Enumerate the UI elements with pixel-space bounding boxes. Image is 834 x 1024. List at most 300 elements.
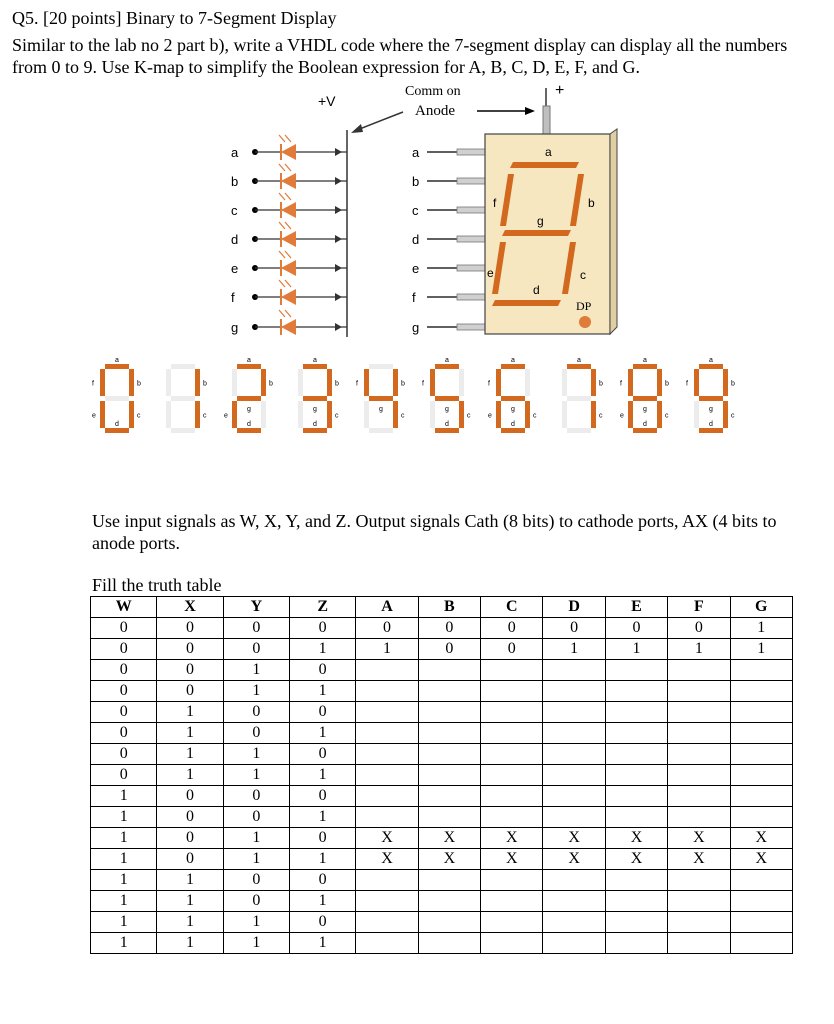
display-panel-side <box>610 129 617 334</box>
table-cell-c[interactable]: X <box>481 828 543 849</box>
table-cell-z: 0 <box>290 702 356 723</box>
table-cell-b[interactable]: X <box>418 849 480 870</box>
table-cell-a[interactable] <box>356 912 418 933</box>
table-cell-x: 0 <box>157 828 223 849</box>
digit-segment-label-a: a <box>247 357 251 364</box>
left-segment-label: b <box>231 174 239 189</box>
table-cell-d[interactable] <box>543 660 605 681</box>
table-cell-g[interactable]: X <box>730 849 792 870</box>
column-header-d: D <box>543 597 605 618</box>
digit-1 <box>166 364 207 433</box>
table-row <box>91 849 793 870</box>
table-cell-c[interactable] <box>481 891 543 912</box>
table-cell-y: 0 <box>223 639 289 660</box>
digit-segment-c <box>591 401 596 428</box>
table-row <box>91 870 793 891</box>
table-cell-x: 0 <box>157 786 223 807</box>
table-cell-a[interactable]: 1 <box>356 639 418 660</box>
seven-segment-wiring-diagram <box>85 82 645 350</box>
table-cell-w: 0 <box>91 639 157 660</box>
digit-segment-e <box>562 401 567 428</box>
led-light-arrow <box>285 164 291 171</box>
digit-segment-g <box>369 396 393 401</box>
digit-segment-b <box>657 369 662 396</box>
table-cell-b[interactable] <box>418 702 480 723</box>
table-cell-g[interactable] <box>730 891 792 912</box>
table-cell-d[interactable] <box>543 702 605 723</box>
table-cell-a[interactable] <box>356 744 418 765</box>
cathode-pin <box>457 236 485 242</box>
cathode-pin <box>457 149 485 155</box>
table-cell-d[interactable] <box>543 870 605 891</box>
table-row <box>91 723 793 744</box>
digit-segment-a <box>303 364 327 369</box>
digit-segment-e <box>298 401 303 428</box>
column-header-x: X <box>157 597 223 618</box>
led-light-arrow <box>279 135 285 142</box>
anode-arrow-head <box>525 107 535 115</box>
column-header-f: F <box>668 597 730 618</box>
table-cell-e[interactable] <box>605 891 667 912</box>
table-cell-e[interactable] <box>605 912 667 933</box>
digit-segment-label-a: a <box>313 357 317 364</box>
digit-segment-b <box>327 369 332 396</box>
rail-arrow-head <box>335 323 342 331</box>
table-cell-d[interactable] <box>543 807 605 828</box>
table-cell-w: 0 <box>91 744 157 765</box>
table-cell-f[interactable] <box>668 870 730 891</box>
diode-row-0 <box>231 135 485 160</box>
table-cell-e[interactable] <box>605 807 667 828</box>
table-cell-a[interactable] <box>356 891 418 912</box>
table-cell-g[interactable] <box>730 723 792 744</box>
led-diode <box>281 144 296 160</box>
table-cell-e[interactable]: 1 <box>605 639 667 660</box>
table-cell-a[interactable] <box>356 765 418 786</box>
table-cell-g[interactable] <box>730 807 792 828</box>
table-cell-e[interactable] <box>605 786 667 807</box>
table-cell-e[interactable]: X <box>605 828 667 849</box>
led-diode <box>281 202 296 218</box>
table-cell-z: 1 <box>290 765 356 786</box>
table-cell-e[interactable]: 0 <box>605 618 667 639</box>
table-cell-w: 1 <box>91 891 157 912</box>
digit-segment-label-b: b <box>335 380 339 388</box>
digit-segment-label-f: f <box>620 380 622 388</box>
digit-0 <box>92 357 141 433</box>
table-cell-e[interactable] <box>605 702 667 723</box>
digit-segment-label-c: c <box>731 412 735 420</box>
table-cell-x: 1 <box>157 933 223 954</box>
diode-row-5 <box>231 280 485 305</box>
digit-segment-a <box>237 364 261 369</box>
digit-segment-c <box>525 401 530 428</box>
led-light-arrow <box>285 193 291 200</box>
column-header-y: Y <box>223 597 289 618</box>
table-cell-x: 0 <box>157 660 223 681</box>
digit-segment-e <box>430 401 435 428</box>
table-cell-d[interactable]: 0 <box>543 618 605 639</box>
table-cell-f[interactable] <box>668 933 730 954</box>
digit-segment-label-c: c <box>665 412 669 420</box>
table-cell-g[interactable]: 1 <box>730 618 792 639</box>
right-segment-label: a <box>412 145 420 160</box>
left-segment-label: c <box>231 203 238 218</box>
table-cell-c[interactable] <box>481 765 543 786</box>
rail-arrow-head <box>335 264 342 272</box>
table-cell-z: 0 <box>290 618 356 639</box>
table-cell-y: 1 <box>223 660 289 681</box>
table-cell-d[interactable] <box>543 891 605 912</box>
table-cell-c[interactable] <box>481 807 543 828</box>
table-row <box>91 744 793 765</box>
table-cell-g[interactable] <box>730 765 792 786</box>
table-cell-c[interactable] <box>481 702 543 723</box>
dp-label: DP <box>576 299 592 313</box>
right-segment-label: d <box>412 232 420 247</box>
digit-segment-label-a: a <box>643 357 647 364</box>
table-cell-c[interactable] <box>481 933 543 954</box>
table-cell-d[interactable] <box>543 765 605 786</box>
table-cell-a[interactable] <box>356 660 418 681</box>
table-cell-w: 1 <box>91 828 157 849</box>
table-cell-a[interactable] <box>356 723 418 744</box>
table-cell-c[interactable] <box>481 744 543 765</box>
table-cell-d[interactable]: 1 <box>543 639 605 660</box>
digit-segment-d <box>369 428 393 433</box>
table-cell-b[interactable] <box>418 786 480 807</box>
digit-segment-label-a: a <box>115 357 119 364</box>
table-cell-z: 0 <box>290 744 356 765</box>
table-cell-f[interactable] <box>668 807 730 828</box>
rail-arrow-head <box>335 148 342 156</box>
table-cell-y: 0 <box>223 891 289 912</box>
table-cell-z: 0 <box>290 660 356 681</box>
right-segment-label: f <box>412 290 416 305</box>
cathode-pin <box>457 178 485 184</box>
digit-segment-a <box>369 364 393 369</box>
right-segment-label: b <box>412 174 420 189</box>
table-cell-w: 1 <box>91 933 157 954</box>
table-cell-b[interactable] <box>418 660 480 681</box>
table-cell-g[interactable] <box>730 933 792 954</box>
column-header-c: C <box>481 597 543 618</box>
table-cell-y: 1 <box>223 681 289 702</box>
digit-segment-a <box>567 364 591 369</box>
table-cell-a[interactable]: X <box>356 828 418 849</box>
cathode-pin <box>457 294 485 300</box>
table-cell-f[interactable]: 1 <box>668 639 730 660</box>
digit-segment-b <box>591 369 596 396</box>
table-cell-f[interactable] <box>668 912 730 933</box>
segment-label-f: f <box>493 196 497 210</box>
table-cell-g[interactable] <box>730 786 792 807</box>
led-light-arrow <box>279 280 285 287</box>
table-cell-w: 1 <box>91 912 157 933</box>
digit-segment-c <box>459 401 464 428</box>
table-cell-z: 1 <box>290 891 356 912</box>
led-diode <box>281 231 296 247</box>
digit-segment-label-c: c <box>137 412 141 420</box>
digit-segment-g <box>303 396 327 401</box>
table-caption: Fill the truth table <box>92 575 222 595</box>
table-cell-a[interactable] <box>356 786 418 807</box>
common-anode-label-2: Anode <box>415 103 455 119</box>
digit-segment-f <box>166 369 171 396</box>
truth-table-body <box>91 618 793 954</box>
table-cell-z: 1 <box>290 849 356 870</box>
table-cell-d[interactable]: X <box>543 828 605 849</box>
common-anode-label-1: Comm on <box>405 84 461 99</box>
segment-label-e: e <box>487 266 494 280</box>
table-cell-a[interactable] <box>356 807 418 828</box>
digit-segment-label-a: a <box>577 357 581 364</box>
table-cell-f[interactable]: 0 <box>668 618 730 639</box>
table-cell-w: 0 <box>91 765 157 786</box>
digit-segment-b <box>129 369 134 396</box>
segment-label-a: a <box>545 145 552 159</box>
table-cell-z: 1 <box>290 723 356 744</box>
table-cell-b[interactable] <box>418 681 480 702</box>
table-cell-f[interactable] <box>668 660 730 681</box>
table-row <box>91 765 793 786</box>
table-cell-b[interactable]: X <box>418 828 480 849</box>
table-cell-f[interactable] <box>668 702 730 723</box>
table-cell-d[interactable] <box>543 744 605 765</box>
table-cell-c[interactable] <box>481 912 543 933</box>
table-cell-y: 0 <box>223 723 289 744</box>
table-row <box>91 618 793 639</box>
table-cell-y: 1 <box>223 933 289 954</box>
led-light-arrow <box>279 310 285 317</box>
table-cell-f[interactable] <box>668 723 730 744</box>
table-cell-d[interactable] <box>543 933 605 954</box>
digit-segment-g <box>237 396 261 401</box>
rail-arrow <box>357 112 403 130</box>
table-cell-b[interactable] <box>418 912 480 933</box>
digit-segment-a <box>699 364 723 369</box>
led-diode <box>281 319 296 335</box>
led-light-arrow <box>285 310 291 317</box>
digit-segment-label-g: g <box>643 406 647 413</box>
digit-segment-label-f: f <box>686 380 688 388</box>
digit-segment-a <box>105 364 129 369</box>
table-cell-f[interactable] <box>668 744 730 765</box>
table-cell-x: 0 <box>157 807 223 828</box>
table-cell-x: 0 <box>157 681 223 702</box>
table-row <box>91 660 793 681</box>
table-cell-b[interactable]: 0 <box>418 618 480 639</box>
digit-segment-label-b: b <box>137 380 141 388</box>
table-cell-f[interactable]: X <box>668 849 730 870</box>
digit-segment-f <box>562 369 567 396</box>
table-cell-a[interactable]: 0 <box>356 618 418 639</box>
digit-segment-a <box>171 364 195 369</box>
table-cell-w: 0 <box>91 681 157 702</box>
table-row <box>91 828 793 849</box>
column-header-z: Z <box>290 597 356 618</box>
table-cell-b[interactable] <box>418 723 480 744</box>
table-cell-x: 1 <box>157 912 223 933</box>
digit-5 <box>422 357 471 433</box>
table-row <box>91 639 793 660</box>
question-text: Similar to the lab no 2 part b), write a VHDL code where the 7-segment display can display all the numbers from 0 to 9. Use K-map to simplify the Boolean expression for A, B, C, D, E, F, and G. <box>12 35 788 77</box>
diode-row-6 <box>231 310 485 335</box>
table-cell-c[interactable] <box>481 786 543 807</box>
digit-segment-label-g: g <box>511 406 515 413</box>
table-cell-z: 0 <box>290 828 356 849</box>
table-cell-d[interactable] <box>543 786 605 807</box>
table-cell-b[interactable] <box>418 807 480 828</box>
table-cell-y: 1 <box>223 765 289 786</box>
digit-segment-f <box>100 369 105 396</box>
table-cell-x: 1 <box>157 891 223 912</box>
table-cell-c[interactable]: X <box>481 849 543 870</box>
table-cell-g[interactable]: X <box>730 828 792 849</box>
digit-segment-e <box>100 401 105 428</box>
led-light-arrow <box>285 222 291 229</box>
digit-segment-label-g: g <box>445 406 449 413</box>
table-cell-e[interactable] <box>605 744 667 765</box>
table-cell-w: 1 <box>91 807 157 828</box>
table-cell-g[interactable]: 1 <box>730 639 792 660</box>
table-cell-c[interactable] <box>481 681 543 702</box>
table-cell-z: 0 <box>290 786 356 807</box>
left-segment-label: d <box>231 232 239 247</box>
digit-segment-label-d: d <box>313 421 317 428</box>
digit-segment-label-b: b <box>665 380 669 388</box>
table-cell-y: 0 <box>223 786 289 807</box>
rail-arrow-head <box>335 293 342 301</box>
cathode-pin <box>457 207 485 213</box>
table-cell-a[interactable] <box>356 681 418 702</box>
digit-segment-f <box>628 369 633 396</box>
table-cell-b[interactable] <box>418 933 480 954</box>
table-cell-e[interactable]: X <box>605 849 667 870</box>
table-cell-e[interactable] <box>605 660 667 681</box>
table-cell-a[interactable] <box>356 702 418 723</box>
digit-segment-label-e: e <box>620 412 624 420</box>
table-cell-x: 0 <box>157 639 223 660</box>
plus-label: + <box>555 82 565 99</box>
table-cell-g[interactable] <box>730 870 792 891</box>
digit-segment-f <box>364 369 369 396</box>
digit-4 <box>356 364 405 433</box>
digit-2 <box>224 357 273 433</box>
anode-pin <box>543 106 550 136</box>
table-cell-c[interactable] <box>481 870 543 891</box>
table-cell-z: 1 <box>290 681 356 702</box>
digit-segment-g <box>633 396 657 401</box>
table-cell-b[interactable] <box>418 891 480 912</box>
digit-segment-label-c: c <box>533 412 537 420</box>
table-cell-f[interactable] <box>668 786 730 807</box>
table-cell-g[interactable] <box>730 681 792 702</box>
table-cell-d[interactable] <box>543 723 605 744</box>
table-cell-g[interactable] <box>730 744 792 765</box>
table-cell-x: 0 <box>157 618 223 639</box>
digit-segment-label-d: d <box>709 421 713 428</box>
table-cell-b[interactable] <box>418 765 480 786</box>
table-cell-g[interactable] <box>730 660 792 681</box>
table-cell-e[interactable] <box>605 681 667 702</box>
table-cell-f[interactable]: X <box>668 828 730 849</box>
table-cell-b[interactable]: 0 <box>418 639 480 660</box>
table-cell-w: 0 <box>91 618 157 639</box>
table-cell-a[interactable] <box>356 933 418 954</box>
digit-segment-d <box>699 428 723 433</box>
table-cell-y: 0 <box>223 702 289 723</box>
table-cell-c[interactable] <box>481 723 543 744</box>
diode-row-4 <box>231 251 485 276</box>
rail-arrow-head <box>335 206 342 214</box>
table-cell-w: 1 <box>91 786 157 807</box>
digit-segment-label-b: b <box>599 380 603 388</box>
table-cell-e[interactable] <box>605 870 667 891</box>
digit-8 <box>620 357 669 433</box>
truth-table-header <box>91 597 793 618</box>
digit-segment-c <box>393 401 398 428</box>
digit-segment-b <box>393 369 398 396</box>
rail-arrow-head <box>351 124 363 133</box>
digit-segment-e <box>694 401 699 428</box>
digit-segment-label-e: e <box>92 412 96 420</box>
left-segment-label: g <box>231 320 239 335</box>
digit-segment-c <box>327 401 332 428</box>
digit-segment-g <box>105 396 129 401</box>
digit-7 <box>562 357 603 433</box>
table-cell-a[interactable] <box>356 870 418 891</box>
digit-segment-label-b: b <box>401 380 405 388</box>
table-cell-f[interactable] <box>668 765 730 786</box>
cathode-pin <box>457 324 485 330</box>
table-cell-z: 0 <box>290 912 356 933</box>
digit-segment-label-b: b <box>731 380 735 388</box>
left-segment-label: e <box>231 261 239 276</box>
table-cell-d[interactable]: X <box>543 849 605 870</box>
table-cell-g[interactable] <box>730 702 792 723</box>
table-cell-f[interactable] <box>668 891 730 912</box>
table-cell-b[interactable] <box>418 870 480 891</box>
table-cell-g[interactable] <box>730 912 792 933</box>
table-cell-a[interactable]: X <box>356 849 418 870</box>
digit-segment-g <box>567 396 591 401</box>
table-cell-e[interactable] <box>605 765 667 786</box>
led-light-arrow <box>279 251 285 258</box>
digit-6 <box>488 357 537 433</box>
table-cell-e[interactable] <box>605 723 667 744</box>
digit-segment-label-b: b <box>203 380 207 388</box>
table-cell-c[interactable]: 0 <box>481 618 543 639</box>
left-segment-label: f <box>231 290 235 305</box>
table-cell-w: 0 <box>91 702 157 723</box>
digit-segment-label-d: d <box>643 421 647 428</box>
table-cell-z: 1 <box>290 933 356 954</box>
table-cell-w: 1 <box>91 849 157 870</box>
table-cell-f[interactable] <box>668 681 730 702</box>
digit-segment-d <box>435 428 459 433</box>
table-cell-e[interactable] <box>605 933 667 954</box>
digit-samples-0-9 <box>88 350 758 462</box>
table-cell-d[interactable] <box>543 912 605 933</box>
table-cell-d[interactable] <box>543 681 605 702</box>
table-cell-c[interactable] <box>481 660 543 681</box>
digit-segment-label-f: f <box>422 380 424 388</box>
table-cell-c[interactable]: 0 <box>481 639 543 660</box>
table-cell-x: 1 <box>157 870 223 891</box>
table-cell-b[interactable] <box>418 744 480 765</box>
digit-segment-c <box>195 401 200 428</box>
